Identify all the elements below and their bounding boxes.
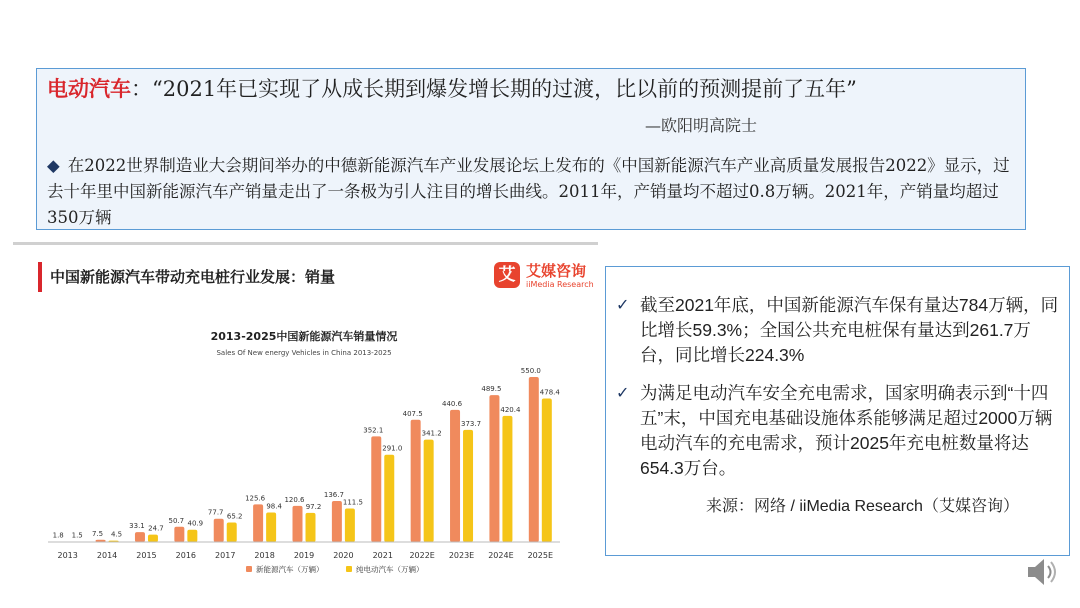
bar-nev [450, 410, 460, 542]
data-label: 7.5 [92, 529, 104, 538]
logo-cn-text: 艾媒咨询 [526, 262, 587, 280]
data-label: 478.4 [539, 388, 560, 397]
data-label: 4.5 [111, 530, 123, 539]
x-tick-label: 2018 [254, 551, 275, 560]
data-label: 352.1 [363, 426, 384, 435]
data-label: 373.7 [461, 419, 482, 428]
bar-bev [227, 522, 237, 542]
info-item-1 [616, 293, 1061, 368]
bar-nev [489, 395, 499, 542]
sales-bar-chart [36, 322, 596, 584]
legend-label: 纯电动汽车（万辆） [356, 565, 424, 574]
data-label: 98.4 [266, 502, 282, 511]
info-item-2 [616, 381, 1061, 481]
x-tick-label: 2014 [96, 551, 118, 560]
data-label: 125.6 [245, 494, 266, 503]
x-tick-label: 2023E [448, 551, 475, 560]
data-label: 40.9 [187, 519, 204, 528]
data-label: 97.2 [305, 502, 322, 511]
bar-bev [424, 440, 434, 542]
bar-nev [253, 504, 263, 542]
intro-bullet [47, 153, 1012, 231]
bar-bev [502, 416, 512, 542]
data-label: 50.7 [168, 516, 185, 525]
x-tick-label: 2017 [215, 551, 236, 560]
data-label: 77.7 [207, 508, 224, 517]
bar-nev [371, 436, 381, 542]
x-tick-label: 2021 [372, 551, 393, 560]
speaker-icon[interactable] [1024, 554, 1060, 590]
bar-nev [332, 501, 342, 542]
bar-bev [266, 512, 276, 542]
legend-swatch [346, 566, 352, 572]
chart-legend [246, 564, 424, 574]
data-label: 65.2 [226, 512, 243, 521]
bar-bev [187, 530, 197, 542]
legend-label: 新能源汽车（万辆） [256, 565, 324, 574]
data-label: 1.8 [52, 531, 64, 540]
x-axis-ticks [58, 551, 554, 560]
quote-text: “2021年已实现了从成长期到爆发增长期的过渡，比以前的预测提前了五年” [152, 77, 857, 101]
chart-subtitle: Sales Of New energy Vehicles in China 2013-2025 [216, 349, 392, 357]
bar-nev [411, 420, 421, 542]
data-label: 24.7 [148, 524, 164, 533]
data-label: 420.4 [500, 405, 521, 414]
checkmark-icon: ✓ [616, 385, 630, 402]
x-tick-label: 2022E [409, 551, 435, 560]
data-label: 407.5 [402, 409, 423, 418]
bar-bev [148, 535, 158, 542]
bar-nev [174, 527, 184, 542]
bar-bev [463, 430, 473, 542]
chart-title: 2013-2025中国新能源汽车销量情况 [210, 330, 398, 343]
quote-keyword: 电动汽车 [47, 76, 131, 101]
quote-attribution: —欧阳明高院士 [645, 116, 758, 135]
info-item-1-text: 截至2021年底，中国新能源汽车保有量达784万辆，同比增长59.3%；全国公共充电桩保有量达到261.7万台，同比增长224.3% [640, 295, 1059, 365]
bar-bev [542, 398, 552, 542]
bar-nev [214, 519, 224, 542]
quote-box [36, 68, 1026, 230]
legend-swatch [246, 566, 252, 572]
data-label: 136.7 [323, 490, 344, 499]
diamond-icon: ◆ [47, 156, 60, 175]
title-accent-bar [38, 262, 42, 292]
x-tick-label: 2013 [57, 551, 78, 560]
info-item-2-text: 为满足电动汽车安全充电需求，国家明确表示到“十四五”末，中国充电基础设施体系能够满足超过2000万辆电动汽车的充电需求，预计2025年充电桩数量将达654.3万台。 [640, 383, 1053, 478]
logo-icon: 艾 [494, 262, 520, 288]
bar-nev [529, 377, 539, 542]
bar-bev [345, 509, 355, 542]
quote-separator: ： [131, 77, 152, 101]
x-tick-label: 2025E [527, 551, 554, 560]
data-label: 120.6 [284, 495, 305, 504]
data-label: 33.1 [129, 522, 145, 531]
bar-nev [135, 532, 145, 542]
bar-bev [306, 513, 316, 542]
data-label: 440.6 [442, 399, 463, 408]
x-tick-label: 2016 [175, 551, 197, 560]
x-tick-label: 2019 [293, 551, 315, 560]
chart-bars [53, 367, 561, 542]
quote-line [47, 73, 857, 103]
source-note: 来源：网络 / iiMedia Research（艾媒咨询） [706, 498, 1019, 515]
x-tick-label: 2020 [333, 551, 354, 560]
data-label: 489.5 [481, 385, 502, 394]
data-label: 1.5 [71, 531, 83, 540]
brand-logo [494, 260, 594, 294]
card-title: 中国新能源汽车带动充电桩行业发展：销量 [50, 268, 336, 286]
x-tick-label: 2015 [136, 551, 157, 560]
data-label: 291.0 [382, 444, 403, 453]
info-box [605, 266, 1070, 556]
checkmark-icon: ✓ [616, 297, 630, 314]
data-label: 550.0 [520, 367, 541, 375]
bar-bev [384, 455, 394, 542]
x-tick-label: 2024E [488, 551, 514, 560]
data-label: 111.5 [342, 498, 363, 507]
logo-en-text: iiMedia Research [526, 280, 594, 289]
bar-nev [293, 506, 303, 542]
chart-card [36, 252, 596, 584]
data-label: 341.2 [421, 429, 442, 438]
divider [13, 242, 598, 245]
intro-bullet-text: 在2022世界制造业大会期间举办的中德新能源汽车产业发展论坛上发布的《中国新能源汽车产业高质量发展报告2022》显示，过去十年里中国新能源汽车产销量走出了一条极为引人注目的增长曲线。2011年，产销量均不超过0.8万辆。2021年，产销量均超过350万辆 [47, 156, 1010, 227]
